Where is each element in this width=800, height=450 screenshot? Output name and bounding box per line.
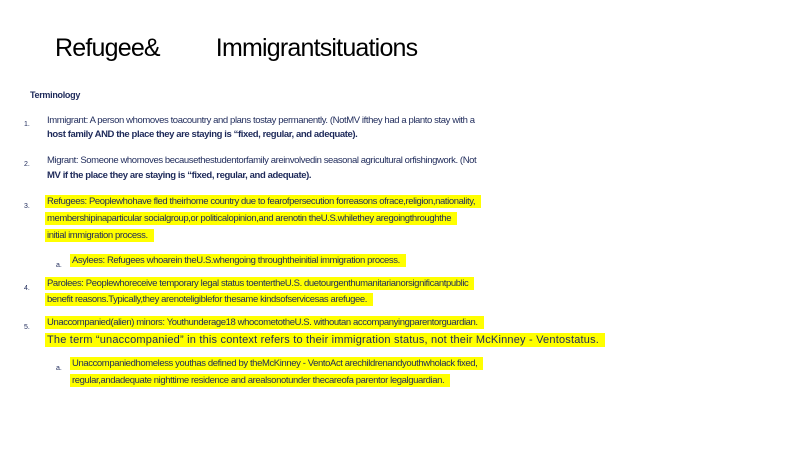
sub-item-letter: a. bbox=[56, 262, 62, 269]
title-part-immigrant: Immigrantsituations bbox=[215, 34, 418, 62]
definition-refugees-line-1: Refugees: Peoplewhohave fled theirhome country due to fearofpersecution forreasons ofrace,religion,nationality, bbox=[45, 195, 481, 208]
definition-immigrant-line-1: Immigrant: A person whomoves toacountry and plans tostay permanently. (NotMV ifthey had a planto stay with a bbox=[47, 115, 475, 126]
terminology-heading: Terminology bbox=[30, 90, 81, 100]
definition-refugees-line-2: membershipinaparticular socialgroup,or politicalopinion,and arenotin theU.S.whilethey aregoingthroughthe bbox=[45, 212, 457, 225]
slide-title bbox=[55, 34, 417, 63]
item-number: 5. bbox=[24, 324, 30, 331]
definition-parolees-line-2: benefit reasons.Typically,they arenoteligiblefor thesame kindsofservicesas arefugee. bbox=[45, 293, 373, 306]
definition-asylees-line-1: Asylees: Refugees whoarein theU.S.whengoing throughtheinitial immigration process. bbox=[70, 254, 406, 267]
definition-immigrant-line-2: host family AND the place they are staying is “fixed, regular, and adequate). bbox=[47, 129, 358, 140]
definition-homeless-youth-line-1: Unaccompaniedhomeless youthas defined by theMcKinney - VentoAct arechildrenandyouthwholack fixed, bbox=[70, 357, 483, 370]
item-number: 1. bbox=[24, 121, 30, 128]
definition-unaccompanied-line-2: The term “unaccompanied” in this context refers to their immigration status, not their McKinney - Ventostatus. bbox=[45, 333, 605, 347]
item-number: 3. bbox=[24, 203, 30, 210]
item-number: 2. bbox=[24, 161, 30, 168]
definition-migrant-line-2: MV if the place they are staying is “fixed, regular, and adequate). bbox=[47, 170, 312, 181]
definition-unaccompanied-line-1: Unaccompanied(alien) minors: Youthunderage18 whocometotheU.S. withoutan accompanyingparentorguardian. bbox=[45, 316, 484, 329]
item-number: 4. bbox=[24, 285, 30, 292]
definition-homeless-youth-line-2: regular,andadequate nighttime residence and arealsonotunder thecareofa parentor legalguardian. bbox=[70, 374, 450, 387]
sub-item-letter: a. bbox=[56, 365, 62, 372]
definition-migrant-line-1: Migrant: Someone whomoves becausethestudentorfamily areinvolvedin seasonal agricultural orfishingwork. (Not bbox=[47, 155, 477, 166]
definition-parolees-line-1: Parolees: Peoplewhoreceive temporary legal status toentertheU.S. duetourgenthumanitarianorsignificantpublic bbox=[45, 277, 474, 290]
definition-refugees-line-3: initial immigration process. bbox=[45, 229, 154, 242]
title-part-refugee: Refugee& bbox=[55, 34, 160, 62]
